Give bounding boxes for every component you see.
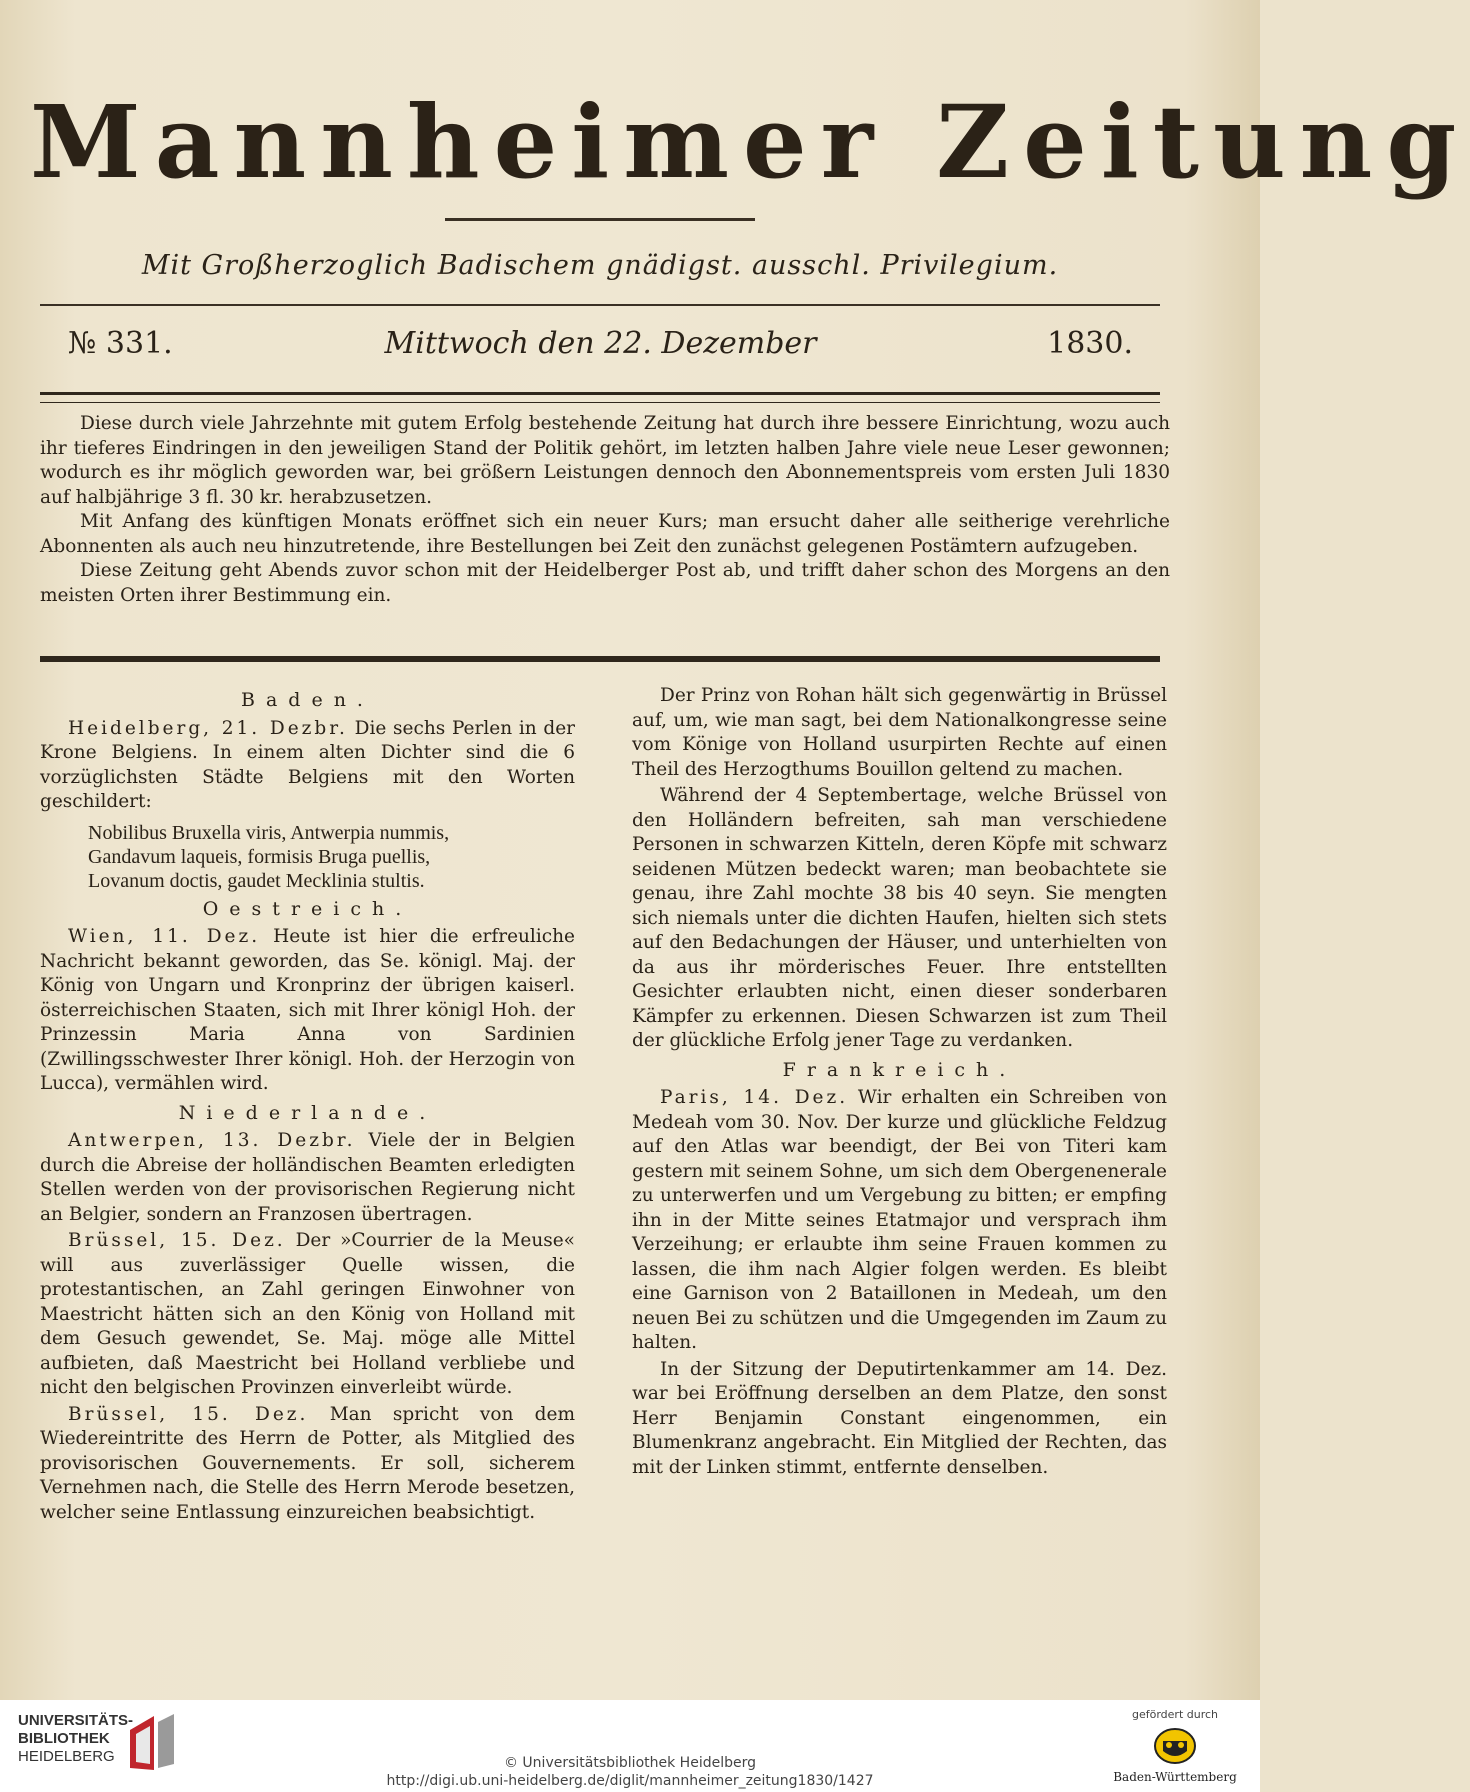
issue-number: № 331.	[68, 326, 173, 361]
section-heading-oestreich: Oestreich.	[202, 897, 413, 920]
funded-by-label: gefördert durch	[1131, 1708, 1219, 1721]
viewer-footer	[0, 1700, 1260, 1792]
notice-paragraph: Diese Zeitung geht Abends zuvor schon mit der Heidelberger Post ab, und trifft daher schon des Morgens an den meisten Orten ihrer Bestimmung ein.	[40, 560, 1170, 606]
notice-paragraph: Diese durch viele Jahrzehnte mit gutem Erfolg bestehende Zeitung hat durch ihre bessere Einrichtung, wozu auch ihr tieferes Eindringen in den jeweiligen Stand der Politik gehört, im letzten halben Jahre viele neue Leser gewonnen; wodurch es ihr möglich geworden war, bei größern Leistungen dennoch den Abonnementspreis vom ersten Juli 1830 auf halbjährige 3 fl. 30 kr. herabzusetzen.	[40, 413, 1170, 508]
latin-verse	[88, 821, 575, 893]
article-antwerpen	[40, 1129, 575, 1227]
article-text: Wir erhalten ein Schreiben von Medeah vom 30. Nov. Der kurze und glückliche Feldzug auf den Atlas war beendigt, der Bei von Titeri kam gestern mit seinem Sohne, um sich dem Obergenenerale zu unterwerfen und um Vergebung zu bitten; er empfing ihn in der Mitte seines Etatmajor und versprach ihm Verzeihung; er erlaubte ihm seine Frauen kommen zu lassen, die ihm nach Algier folgen werden. Es bleibt eine Garnison von 2 Bataillonen in Medeah, um den neuen Bei zu schützen und die Umgegenden im Zaum zu halten.	[632, 1087, 1167, 1353]
subscription-notice	[40, 412, 1170, 608]
divider	[40, 304, 1160, 306]
article-wien	[40, 925, 575, 1097]
copyright-text: © Universitätsbibliothek Heidelberg	[503, 1755, 756, 1771]
article-heidelberg	[40, 717, 575, 815]
logo-line: UNIVERSITÄTS-	[18, 1712, 134, 1729]
notice-paragraph: Mit Anfang des künftigen Monats eröffnet sich ein neuer Kurs; man ersucht daher alle seitherige verehrliche Abonnenten als auch neu hinzutretende, ihre Bestellungen bei Zeit den zunächst gelegenen Postämtern aufzugeben.	[40, 511, 1170, 557]
article-text: Heute ist hier die erfreuliche Nachricht bekannt geworden, das Se. königl. Maj. der König von Ungarn und Kronprinz der übrigen kaiserl. österreichischen Staaten, sich mit Ihrer königl Hoh. der Prinzessin Maria Anna von Sardinien (Zwillingsschwester Ihrer königl. Hoh. der Herzogin von Lucca), vermählen wird.	[40, 926, 575, 1094]
right-column	[632, 684, 1167, 1482]
dateline-place: Brüssel, 15. Dez.	[68, 1403, 309, 1425]
issue-date: Mittwoch den 22. Dezember	[384, 326, 817, 361]
article-text: Die sechs Perlen in der Krone Belgiens. In einem alten Dichter sind die 6 vorzüglichsten Städte Belgiens mit den Worten geschildert:	[40, 717, 575, 812]
dateline-place: Wien, 11. Dez.	[68, 926, 261, 947]
credit-block	[0, 1754, 1260, 1790]
logo-line: HEIDELBERG	[18, 1748, 115, 1765]
funder-block	[1100, 1708, 1250, 1784]
article-deputirtenkammer: In der Sitzung der Deputirtenkammer am 14. Dez. war bei Eröffnung derselben an dem Platze, den sonst Herr Benjamin Constant eingenommen, ein Blumenkranz angebracht. Ein Mitglied der Rechten, das mit der Linken stimmt, entfernte denselben.	[632, 1358, 1167, 1478]
dateline-place: Antwerpen, 13. Dezbr.	[68, 1130, 356, 1151]
article-rohan: Der Prinz von Rohan hält sich gegenwärtig in Brüssel auf, um, wie man sagt, bei dem Nationalkongresse seine vom Könige von Holland usurpirten Rechte auf einen Theil des Herzogthums Bouillon geltend zu machen.	[632, 685, 1167, 780]
section-heading-frankreich: Frankreich.	[782, 1058, 1017, 1081]
dateline	[68, 326, 1133, 370]
divider	[40, 392, 1160, 403]
divider	[40, 656, 1160, 662]
dateline-place: Paris, 14. Dez.	[660, 1087, 849, 1108]
masthead-title: Mannheimer Zeitung	[30, 83, 1470, 201]
article-text: Viele der in Belgien durch die Abreise der holländischen Beamten erledigten Stellen werden von der provisorischen Regierung nicht an Belgier, sondern an Franzosen übertragen.	[40, 1130, 575, 1225]
issue-year: 1830.	[1047, 326, 1133, 361]
section-heading-baden: Baden.	[241, 689, 374, 711]
privilege-line: Mit Großherzoglich Badischem gnädigst. ausschl. Privilegium.	[141, 250, 1059, 281]
article-bruessel-1	[40, 1229, 575, 1401]
article-paris	[632, 1086, 1167, 1356]
dateline-place: Heidelberg, 21. Dezbr.	[68, 717, 348, 739]
verse-line: Nobilibus Bruxella viris, Antwerpia nummis,	[88, 821, 450, 844]
article-text: Man spricht von dem Wiedereintritte des Herrn de Potter, als Mitglied des provisorischen Gouvernements. Er soll, sicherem Vernehmen nach, die Stelle des Herrn Merode besetzen, welcher seine Entlassung einzureichen beabsichtigt.	[40, 1403, 575, 1523]
dateline-place: Brüssel, 15. Dez.	[68, 1230, 286, 1251]
verse-line: Lovanum doctis, gaudet Mecklinia stultis.	[88, 869, 425, 892]
masthead-rule	[445, 218, 755, 221]
left-column	[40, 684, 575, 1527]
verse-line: Gandavum laqueis, formisis Bruga puellis,	[88, 845, 431, 868]
section-heading-niederlande: Niederlande.	[178, 1101, 437, 1124]
article-septembertage: Während der 4 Septembertage, welche Brüssel von den Holländern befreiten, sah man verschiedene Personen in schwarzen Kitteln, deren Köpfe mit schwarz seidenen Mützen bedeckt waren; man beobachtete sie genau, ihre Zahl mochte 38 bis 40 seyn. Sie mengten sich niemals unter die dichten Haufen, hielten sich stets auf den Bedachungen der Häuser, und unterhielten von da aus ihr mörderisches Feuer. Ihre entstellten Gesichter erlaubten nicht, einen dieser sonderbaren Kämpfer zu erkennen. Diesen Schwarzen ist zum Theil der glückliche Erfolg jener Tage zu verdanken.	[632, 785, 1167, 1051]
state-seal-icon	[1153, 1727, 1197, 1765]
source-url-link[interactable]: http://digi.ub.uni-heidelberg.de/diglit/mannheimer_zeitung1830/1427	[386, 1773, 874, 1789]
logo-line: BIBLIOTHEK	[18, 1730, 110, 1747]
funder-name: Baden-Württemberg	[1113, 1770, 1237, 1784]
article-text: Der »Courrier de la Meuse« will aus zuverlässiger Quelle wissen, die protestantischen, an Zahl geringen Einwohner von Maestricht hätten sich an den König von Holland mit dem Gesuch gewendet, Se. Maj. möge alle Mittel aufbieten, daß Maestricht bei Holland verbliebe und nicht den belgischen Provinzen einverleibt würde.	[40, 1230, 575, 1398]
article-bruessel-2	[40, 1403, 575, 1526]
